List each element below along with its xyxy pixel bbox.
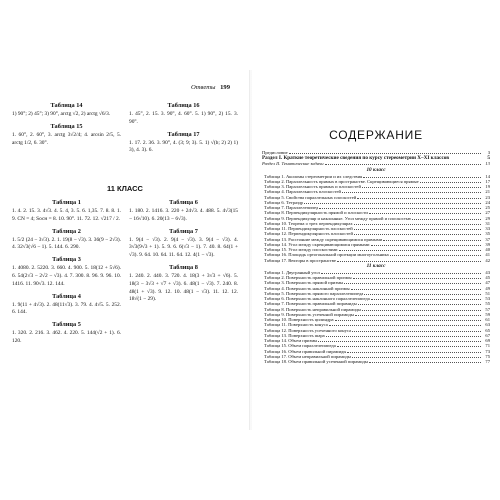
toc-entry-label: Таблица 3. Поверхность прямой призмы bbox=[264, 280, 344, 286]
toc-entry-page: 21 bbox=[485, 189, 490, 195]
toc-leader bbox=[344, 283, 481, 284]
toc-leader bbox=[321, 273, 481, 274]
toc-leader bbox=[318, 341, 481, 342]
toc-entry[interactable] bbox=[264, 359, 490, 364]
toc-entry-page: 33 bbox=[485, 226, 490, 231]
toc-leader bbox=[371, 299, 481, 300]
toc-entry-label: Таблица 16. Объем правильной пирамиды bbox=[264, 348, 347, 354]
toc-entry-page: 31 bbox=[485, 220, 490, 226]
toc-leader bbox=[354, 224, 481, 225]
toc-entry-label: Таблица 2. Параллельность прямых в пространстве. Скрещивающиеся прямые bbox=[264, 178, 419, 184]
toc-leader bbox=[351, 289, 481, 290]
answer-table-title: Таблица 2 bbox=[52, 227, 81, 235]
toc-entry-page: 35 bbox=[485, 231, 490, 237]
toc-entry-label: Таблица 16. Площадь ортогональной проекции многоугольника bbox=[264, 252, 389, 258]
toc-grade-heading: 10 класс bbox=[366, 166, 386, 173]
toc-entry-label: Таблица 15. Угол между плоскостями bbox=[264, 247, 338, 252]
toc-entry-page: 71 bbox=[485, 343, 490, 349]
toc-entry-page: 24 bbox=[485, 199, 490, 205]
toc-leader bbox=[342, 192, 481, 193]
toc-leader bbox=[420, 182, 481, 183]
running-head-title: Ответы bbox=[191, 84, 216, 91]
toc-entry-page: 55 bbox=[485, 301, 490, 307]
answer-text: 1. 9(11 + 4√3). 2. 48(11√3). 3. 79. 4. 4√5. 5. 252. 6. 144. bbox=[12, 301, 121, 316]
toc-entry-label: Раздел II. Тематические задачи bbox=[262, 161, 324, 167]
toc-leader bbox=[353, 278, 481, 279]
toc-entry-label: Таблица 1. Двугранный угол bbox=[264, 269, 320, 275]
toc-entry-page: 49 bbox=[485, 285, 490, 291]
toc-entry-label: Таблица 9. Перпендикуляр и наклонные. Угол между прямой и плоскостью bbox=[264, 215, 412, 221]
toc-entry-label: Таблица 3. Параллельность прямых и плоскостей bbox=[264, 184, 361, 189]
running-head bbox=[191, 84, 230, 91]
answer-table-title: Таблица 1 bbox=[52, 199, 81, 206]
toc-entry-label: Таблица 13. Поверхность шара bbox=[264, 332, 325, 338]
toc-leader bbox=[362, 187, 481, 188]
toc-entry-label: Таблица 10. Поверхность цилиндра bbox=[264, 317, 334, 322]
toc-entry-page: 41 bbox=[485, 252, 490, 258]
toc-entry-page: 75 bbox=[485, 353, 490, 359]
answer-text: 1. 180. 2. 1416. 3. 220 + 24√3. 4. 488. 5. 4√3(15 − 16√10). 6. 20(13 − 6√3). bbox=[129, 208, 238, 222]
toc-leader bbox=[352, 357, 481, 358]
toc-entry-label: Таблица 12. Поверхность усеченного конуса bbox=[264, 327, 352, 333]
toc-leader bbox=[289, 153, 481, 154]
answers-columns bbox=[12, 98, 238, 155]
toc-entry-page: 45 bbox=[485, 275, 490, 280]
toc-leader bbox=[352, 331, 481, 332]
answer-table-title: Таблица 17 bbox=[167, 130, 200, 138]
toc-entry-label: Таблица 8. Поверхность неправильной пирамиды bbox=[264, 306, 362, 312]
answer-text: 1. 17. 2. 36. 3. 90°, 4. (3; 9; 3). 5. 1) √(b; 2) 2) 1) 3), 4. 3). 6. bbox=[129, 139, 238, 154]
toc-entry-page: 23 bbox=[485, 194, 490, 200]
toc-grade-heading: 11 класс bbox=[366, 262, 386, 269]
toc-entry-label: Таблица 4. Поверхность наклонной призмы bbox=[264, 285, 350, 291]
toc-leader bbox=[412, 219, 481, 220]
toc-leader bbox=[355, 315, 481, 316]
answer-text: 1) 90°; 2) 45°; 3) 90°, arctg √2, 2) arctg √6/3. bbox=[12, 111, 111, 117]
toc-entry-page: 47 bbox=[485, 280, 490, 286]
answer-text: 1. 4080. 2. 5220. 3. 660. 4. 900. 5. 18(12 + 5√6). 6. 54(2√3 − 2√2 − √3). 4. 7. 300. 8. 96. 9. 96. 10. 1416. 11. 90√3. 12. 144. bbox=[12, 265, 121, 287]
toc-entry-page: 29 bbox=[485, 215, 490, 221]
toc-entry-page: 69 bbox=[485, 338, 490, 343]
toc-entry-label: Таблица 10. Теорема о трех перпендикулярах bbox=[264, 220, 353, 226]
toc-entry-label: Таблица 15. Объем параллелепипеда bbox=[264, 343, 336, 349]
answer-text: 1. 4. 2. 15. 3. 4√3. 4. 5. 4, 3. 5. 6. 1,35. 7. 8. 8. 1. 9. CN = 4; Sосн = 8. 10. 90°. 11. 72. 12. √217 / 2. bbox=[12, 208, 121, 222]
toc-entry-page: 63 bbox=[485, 322, 490, 328]
toc-leader bbox=[357, 198, 481, 199]
toc-leader bbox=[362, 310, 481, 311]
toc-entry-label: Раздел I. Краткие теоретические сведения по курсу стереометрии X–XI классов bbox=[262, 155, 450, 162]
toc-leader bbox=[383, 240, 481, 241]
answer-text: 1. 320. 2. 216. 3. 462. 4. 220. 5. 144(√2 + 1). 6. 120. bbox=[12, 330, 121, 344]
toc-entry-page: 42 bbox=[485, 257, 490, 263]
answer-text: 1. 60°, 2. 60°, 3. arctg 3√2/4; 4. arcsin 2/5, 5. arctg 1/2, 6. 30°. bbox=[12, 131, 121, 146]
toc-entry-page: 37 bbox=[485, 236, 490, 242]
toc-entry-page: 73 bbox=[485, 348, 490, 354]
toc-leader bbox=[326, 336, 481, 337]
answer-table-title: Таблица 6 bbox=[169, 199, 198, 206]
toc-leader bbox=[337, 261, 481, 262]
toc-entry-page: 59 bbox=[485, 311, 490, 317]
toc-leader bbox=[319, 208, 481, 209]
toc-entry-page: 61 bbox=[485, 317, 490, 322]
toc-entry-label: Таблица 18. Объем правильной усеченной пирамиды bbox=[264, 359, 368, 364]
toc-entry-page: 14 bbox=[485, 173, 490, 179]
answer-table-title: Таблица 8 bbox=[169, 263, 198, 271]
toc-entry-label: Таблица 2. Поверхность правильной призмы bbox=[264, 275, 352, 280]
toc-leader bbox=[339, 250, 481, 251]
toc-leader bbox=[329, 325, 481, 326]
toc-leader bbox=[337, 346, 481, 347]
section-heading: 11 КЛАСС bbox=[107, 184, 143, 193]
answer-table-title: Таблица 14 bbox=[50, 102, 83, 109]
toc-entry-page: 51 bbox=[485, 290, 490, 296]
toc-entry-page: 27 bbox=[485, 210, 490, 216]
toc-entry-label: Таблица 5. Поверхность прямого параллелепипеда bbox=[264, 290, 364, 296]
toc-entry-label: Таблица 14. Объем призмы bbox=[264, 338, 318, 343]
toc-entry-label: Таблица 11. Поверхность конуса bbox=[264, 322, 328, 328]
toc-entry-page: 13 bbox=[485, 161, 490, 167]
answer-table-title: Таблица 15 bbox=[50, 122, 83, 130]
toc-entry-page: 19 bbox=[485, 184, 490, 189]
answer-text: 1. 9(4 − √3). 2. 9(4 − √3). 3. 9(4 − √3). 4. 3√3(9√3 + 1). 5. 9. 6. 6(√3 − 1). 7. 40. 8. 64(1 + √3). 9. 64. 10. 64. 11. 64. 12. 4(1 − √3). bbox=[129, 236, 238, 259]
toc-entry-label: Таблица 14. Угол между скрещивающимися прямыми bbox=[264, 241, 370, 247]
toc-leader bbox=[358, 304, 481, 305]
page-number: 199 bbox=[220, 84, 230, 91]
answers-column-left-2 bbox=[12, 195, 121, 346]
toc-entry-page: 53 bbox=[485, 296, 490, 301]
toc-entry-label: Таблица 6. Тетраэдр bbox=[264, 199, 304, 205]
toc-leader bbox=[364, 294, 481, 295]
toc-entry-label: Таблица 8. Перпендикулярность прямой и плоскости bbox=[264, 210, 368, 216]
toc-entry-page: 57 bbox=[485, 306, 490, 312]
toc-entry-page: 5 bbox=[487, 155, 490, 162]
toc-entry-label: Таблица 17. Векторы в пространстве bbox=[264, 257, 336, 263]
toc-entry-page: 40 bbox=[485, 247, 490, 252]
toc-entry-label: Таблица 7. Параллелепипед bbox=[264, 205, 319, 210]
toc-leader bbox=[390, 255, 481, 256]
toc-entry-page: 43 bbox=[485, 269, 490, 275]
toc-leader bbox=[371, 245, 481, 246]
answers-column-left bbox=[12, 98, 121, 155]
answer-table-title: Таблица 7 bbox=[169, 227, 198, 235]
toc-entry-page: 25 bbox=[485, 205, 490, 210]
answer-text: 1. 5/2 (24 − 3√3). 2. 1. 19(8 − √3). 3. 36(9 − 2√3). 4. 32√3(√6 − 1). 5. 144. 6. 290. bbox=[12, 236, 121, 251]
contents-page bbox=[252, 0, 500, 500]
toc-leader bbox=[354, 234, 481, 235]
answer-table-title: Таблица 5 bbox=[52, 321, 81, 329]
toc-leader bbox=[347, 352, 481, 353]
toc-leader bbox=[325, 164, 481, 165]
toc-entry-label: Таблица 6. Поверхность наклонного параллелепипеда bbox=[264, 296, 370, 301]
toc-leader bbox=[304, 203, 481, 204]
toc-entry-label: Таблица 12. Перпендикулярность плоскостей bbox=[264, 231, 353, 237]
toc-leader bbox=[369, 362, 481, 363]
contents-title: СОДЕРЖАНИЕ bbox=[329, 128, 423, 142]
toc-entry-page: 3 bbox=[487, 150, 490, 155]
answer-text: 1. 240. 2. 440. 3. 720. 4. 18(3 + 3√3 + √6). 5. 18(3 − 3√3 + √7 + √3). 6. 48(1 − √3). 7. 240. 8. 48(1 + √3). 9. 12. 10. 48(1 − √3). 11. 12. 12. 18√(1 − 29). bbox=[129, 272, 238, 303]
toc-entry-label: Таблица 1. Аксиомы стереометрии и их следствия bbox=[264, 173, 363, 179]
toc-list-grade11 bbox=[262, 270, 490, 365]
toc-entry-page: 77 bbox=[485, 359, 490, 364]
toc-entry-page: 65 bbox=[485, 327, 490, 333]
answer-table-title: Таблица 4 bbox=[52, 292, 81, 300]
toc-entry-label: Таблица 11. Перпендикулярность плоскостей bbox=[264, 226, 353, 231]
toc-leader bbox=[363, 177, 481, 178]
toc-entry-page: 17 bbox=[485, 178, 490, 184]
toc-entry-label: Таблица 5. Свойства параллельных плоскостей bbox=[264, 194, 357, 200]
toc-leader bbox=[354, 229, 481, 230]
toc-entry-page: 39 bbox=[485, 241, 490, 247]
toc-leader bbox=[335, 320, 481, 321]
answer-table-title: Таблица 16 bbox=[167, 102, 200, 109]
toc-entry-label: Таблица 17. Объем неправильной пирамиды bbox=[264, 353, 351, 359]
toc-entry-label: Предисловие bbox=[262, 150, 288, 155]
answers-column-right bbox=[129, 98, 238, 155]
answers-column-right-2 bbox=[129, 195, 238, 346]
toc-entry-page: 67 bbox=[485, 332, 490, 338]
answer-text: 1. 45°, 2. 15. 3. 90°, 4. 60°. 5. 1) 90°, 2) 15. 3. 90°. bbox=[129, 111, 238, 125]
toc-leader bbox=[369, 213, 481, 214]
answer-table-title: Таблица 3 bbox=[52, 256, 81, 264]
toc-entry-label: Таблица 9. Поверхность усеченной пирамиды bbox=[264, 311, 355, 317]
toc-entry-label: Таблица 13. Расстояние между скрещивающимися прямыми bbox=[264, 236, 383, 242]
toc-list-grade10 bbox=[262, 174, 490, 263]
toc-entry-label: Таблица 4. Параллельность плоскостей bbox=[264, 189, 342, 195]
toc-entry-label: Таблица 7. Поверхность правильной пирамиды bbox=[264, 301, 357, 307]
